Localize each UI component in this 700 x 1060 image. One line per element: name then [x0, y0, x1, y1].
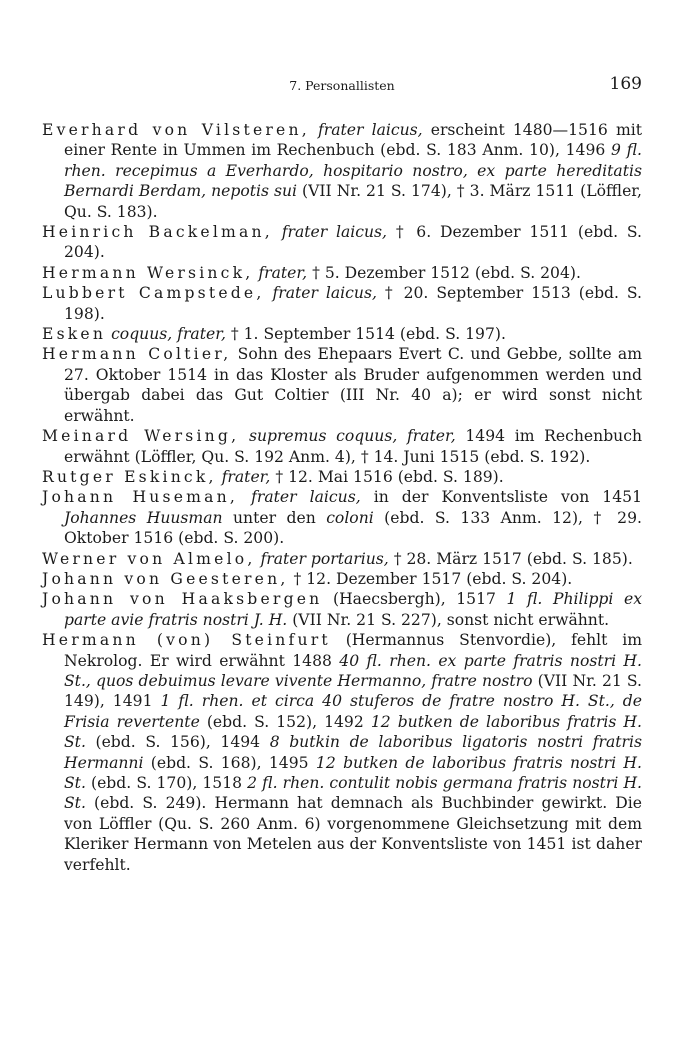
latin-quote: 40 fl. rhen. ex parte fratris nostri H. St., quos debuimus levare vivente Hermanno, fratre nostro — [64, 651, 642, 690]
entry-text — [310, 121, 318, 139]
entry-name: Hermann (von) Steinfurt — [42, 631, 331, 650]
entry-text: † 20. September 1513 (ebd. S. 198). — [64, 284, 643, 323]
latin-quote: 8 butkin de laboribus ligatoris nostri fratris Hermanni — [64, 733, 642, 772]
entry-text — [238, 488, 251, 506]
list-entry — [42, 589, 642, 630]
entry-name: Hermann Wersinck, — [42, 263, 254, 282]
latin-quote: 12 butken de laboribus fratris nostri H. St. — [64, 753, 642, 792]
page-number: 169 — [609, 74, 642, 94]
entry-text: † 6. Dezember 1511 (ebd. S. 204). — [64, 223, 643, 262]
list-entry — [42, 569, 642, 589]
entry-name: Werner von Almelo, — [42, 549, 256, 568]
list-entry — [42, 120, 642, 222]
latin-quote: frater laicus, — [251, 488, 361, 507]
latin-quote: coloni — [326, 508, 374, 527]
latin-quote: frater laicus, — [318, 121, 423, 139]
entry-name: Everhard von Vilsteren, — [42, 121, 310, 139]
list-entry — [42, 283, 642, 324]
entry-text: † 5. Dezember 1512 (ebd. S. 204). — [307, 263, 581, 282]
latin-quote: coquus, frater, — [111, 325, 226, 344]
entry-text: (VII Nr. 21 S. 227), sonst nicht erwähnt. — [287, 610, 610, 629]
latin-quote: 12 butken de laboribus fratris H. St. — [64, 712, 642, 752]
latin-quote: 2 fl. rhen. contulit nobis germana fratris nostri H. St. — [64, 774, 642, 813]
entry-name: Meinard Wersing, — [42, 427, 240, 446]
entry-text: (ebd. S. 170), 1518 — [85, 774, 248, 792]
latin-quote: frater laicus, — [272, 284, 377, 303]
entry-name: Heinrich Backelman, — [42, 223, 273, 242]
entry-text: (Hermannus Stenvordie), fehlt im Nekrolog. Er wird erwähnt 1488 — [64, 631, 643, 670]
latin-quote: frater portarius, — [260, 549, 389, 568]
list-entry — [42, 426, 642, 467]
list-entry — [42, 549, 642, 569]
list-entry — [42, 263, 642, 283]
entry-name: Rutger Eskinck, — [42, 467, 217, 486]
entry-text: erscheint 1480—1516 mit einer Rente in Ummen im Rechenbuch (ebd. S. 183 Anm. 10), 1496 — [64, 121, 642, 160]
entry-text: (VII Nr. 21 S. 149), 1491 — [64, 671, 643, 711]
latin-quote: Johannes Huusman — [64, 508, 223, 527]
entry-text: (VII Nr. 21 S. 174), † 3. März 1511 (Löffler, Qu. S. 183). — [64, 182, 642, 221]
entry-text: (ebd. S. 152), 1492 — [199, 712, 371, 731]
entry-text: in der Konventsliste von 1451 — [360, 488, 642, 507]
entry-text: (ebd. S. 249). Hermann hat demnach als Buchbinder gewirkt. Die von Löffler (Qu. S. 260 Anm. 6) vorgenommene Gleichsetzung mit dem Kleriker Hermann von Metelen aus der Konventsliste von 1451 ist daher verfehlt. — [64, 794, 642, 874]
entry-text: † 12. Dezember 1517 (ebd. S. 204). — [288, 569, 573, 588]
entry-name: Johann von Haaksbergen — [42, 590, 323, 609]
entry-text: 1494 im Rechenbuch erwähnt (Löffler, Qu. S. 192 Anm. 4), † 14. Juni 1515 (ebd. S. 192). — [64, 427, 643, 466]
entry-name: Esken — [42, 325, 107, 344]
list-entry — [42, 467, 642, 487]
entry-name: Lubbert Campstede, — [42, 284, 265, 303]
latin-quote: frater, — [258, 263, 308, 282]
entry-name: Johann von Geesteren, — [42, 569, 289, 588]
chapter-title: 7. Personallisten — [289, 78, 395, 93]
entry-text: † 28. März 1517 (ebd. S. 185). — [388, 549, 633, 568]
entry-name: Hermann Coltier, — [42, 345, 232, 364]
list-entry — [42, 344, 642, 426]
entry-text: † 1. September 1514 (ebd. S. 197). — [225, 325, 506, 344]
latin-quote: 9 fl. rhen. recepimus a Everhardo, hospitario nostro, ex parte hereditatis Bernardi Berdam, nepotis sui — [64, 141, 642, 201]
entry-text: (ebd. S. 168), 1495 — [143, 753, 316, 772]
latin-quote: supremus coquus, frater, — [248, 427, 456, 446]
latin-quote: frater laicus, — [281, 223, 388, 242]
entry-text: Sohn des Ehepaars Evert C. und Gebbe, sollte am 27. Oktober 1514 in das Kloster als Bruder aufgenommen werden und übergab dabei das Gut Coltier (III Nr. 40 a); er wird sonst nicht erwähnt. — [64, 345, 642, 425]
list-entry — [42, 222, 642, 263]
entry-text: (Haecsbergh), 1517 — [322, 590, 507, 609]
latin-quote: 1 fl. rhen. et circa 40 stuferos de fratre nostro H. St., de Frisia revertente — [64, 692, 642, 731]
personnel-list — [42, 120, 642, 875]
list-entry — [42, 487, 642, 548]
list-entry — [42, 324, 642, 344]
entry-text — [273, 223, 282, 241]
latin-quote: 1 fl. Philippi ex parte avie fratris nostri J. H. — [64, 590, 642, 629]
list-entry — [42, 630, 642, 875]
latin-quote: frater, — [221, 467, 271, 486]
entry-text: † 12. Mai 1516 (ebd. S. 189). — [270, 467, 504, 486]
entry-text: (ebd. S. 156), 1494 — [85, 733, 270, 752]
entry-text: (ebd. S. 133 Anm. 12), † 29. Oktober 1516 (ebd. S. 200). — [64, 508, 642, 548]
running-head — [42, 74, 642, 98]
entry-text — [239, 427, 249, 445]
entry-text: unter den — [222, 508, 327, 527]
entry-name: Johann Huseman, — [42, 488, 239, 507]
